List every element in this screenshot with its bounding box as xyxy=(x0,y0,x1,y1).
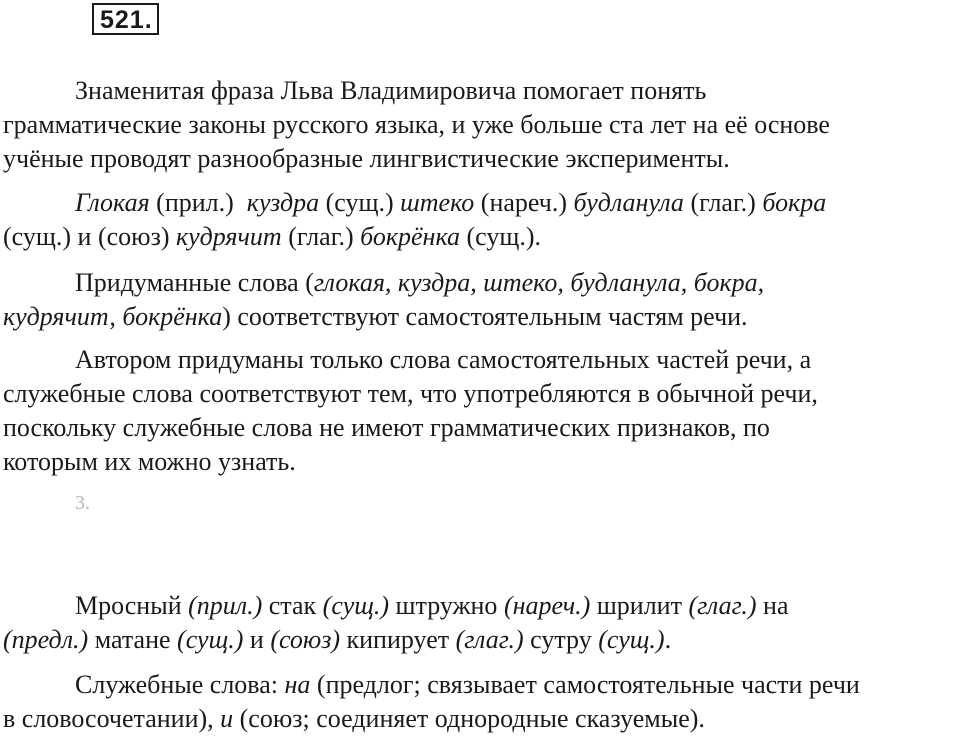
service-word: и xyxy=(243,625,271,654)
paragraph-service-words xyxy=(3,668,958,736)
part-of-speech: (глаг.) xyxy=(688,591,757,620)
text-line: Знаменитая фраза Льва Владимировича помогает понять xyxy=(75,76,707,105)
invented-word: куздра xyxy=(246,188,320,217)
part-of-speech: (глаг.) xyxy=(455,625,524,654)
task-number-box xyxy=(92,3,159,35)
part-of-speech: (сущ.) xyxy=(598,625,665,654)
text-line xyxy=(3,668,958,702)
part-of-speech: (глаг.) xyxy=(683,188,763,217)
part-of-speech: (сущ.). xyxy=(459,222,542,251)
invented-word: стак xyxy=(262,591,323,620)
paragraph-author-explanation xyxy=(3,343,958,479)
part-of-speech: (сущ.) xyxy=(322,591,390,620)
text-line: поскольку служебные слова не имеют грамматических признаков, по xyxy=(3,413,770,442)
part-of-speech: (союз) xyxy=(270,625,340,654)
text-fragment: Придуманные слова ( xyxy=(75,268,314,297)
text-line: Автором придуманы только слова самостоятельных частей речи, а xyxy=(75,345,812,374)
invented-word: будланула xyxy=(573,188,684,217)
part-of-speech: (сущ.) xyxy=(319,188,401,217)
invented-words-list: глокая, куздра, штеко, будланула, бокра, xyxy=(313,268,765,297)
text-line xyxy=(3,300,958,334)
part-of-speech: (сущ.) xyxy=(177,625,244,654)
part-of-speech: (предл.) xyxy=(3,625,89,654)
text-line xyxy=(3,623,958,657)
service-word: на xyxy=(756,591,789,620)
section-number: 3. xyxy=(75,492,90,514)
invented-word: Мросный xyxy=(75,591,189,620)
text-line: служебные слова соответствуют тем, что употребляются в обычной речи, xyxy=(3,379,818,408)
text-line: грамматические законы русского языка, и уже больше ста лет на её основе xyxy=(3,110,830,139)
invented-word: бокрёнка xyxy=(360,222,460,251)
invented-word: кудрячит xyxy=(176,222,282,251)
text-fragment: ) соответствуют самостоятельным частям речи. xyxy=(222,302,748,331)
text-fragment: Служебные слова: xyxy=(75,670,285,699)
text-line: которым их можно узнать. xyxy=(3,447,296,476)
paragraph-own-sentence xyxy=(3,589,958,657)
invented-words-list: кудрячит, бокрёнка xyxy=(3,302,223,331)
part-of-speech: (сущ.) и (союз) xyxy=(3,222,176,251)
text-fragment: (союз; соединяет однородные сказуемые). xyxy=(233,704,705,733)
text-line xyxy=(3,266,958,300)
part-of-speech: (нареч.) xyxy=(503,591,591,620)
text-fragment: в словосочетании), xyxy=(3,704,221,733)
text-line xyxy=(3,589,958,623)
service-word: на xyxy=(284,670,311,699)
task-number: 521. xyxy=(100,6,153,34)
invented-word: Глокая xyxy=(75,188,150,217)
part-of-speech: (нареч.) xyxy=(474,188,574,217)
punctuation: . xyxy=(664,625,672,654)
text-line xyxy=(3,186,958,220)
invented-word: штружно xyxy=(389,591,504,620)
paragraph-intro xyxy=(3,74,958,176)
part-of-speech: (прил.) xyxy=(149,188,247,217)
invented-word: кипирует xyxy=(340,625,456,654)
text-line xyxy=(3,702,958,736)
invented-word: бокра xyxy=(762,188,827,217)
invented-word: сутру xyxy=(523,625,599,654)
part-of-speech: (прил.) xyxy=(188,591,263,620)
invented-word: матане xyxy=(88,625,178,654)
service-word: и xyxy=(220,704,234,733)
paragraph-invented-words xyxy=(3,266,958,334)
paragraph-glokaya-kuzdra xyxy=(3,186,958,254)
part-of-speech: (глаг.) xyxy=(281,222,361,251)
text-line: учёные проводят разнообразные лингвистические эксперименты. xyxy=(3,144,730,173)
invented-word: шрилит xyxy=(590,591,689,620)
text-line xyxy=(3,220,958,254)
invented-word: штеко xyxy=(400,188,475,217)
text-fragment: (предлог; связывает самостоятельные части речи xyxy=(310,670,860,699)
